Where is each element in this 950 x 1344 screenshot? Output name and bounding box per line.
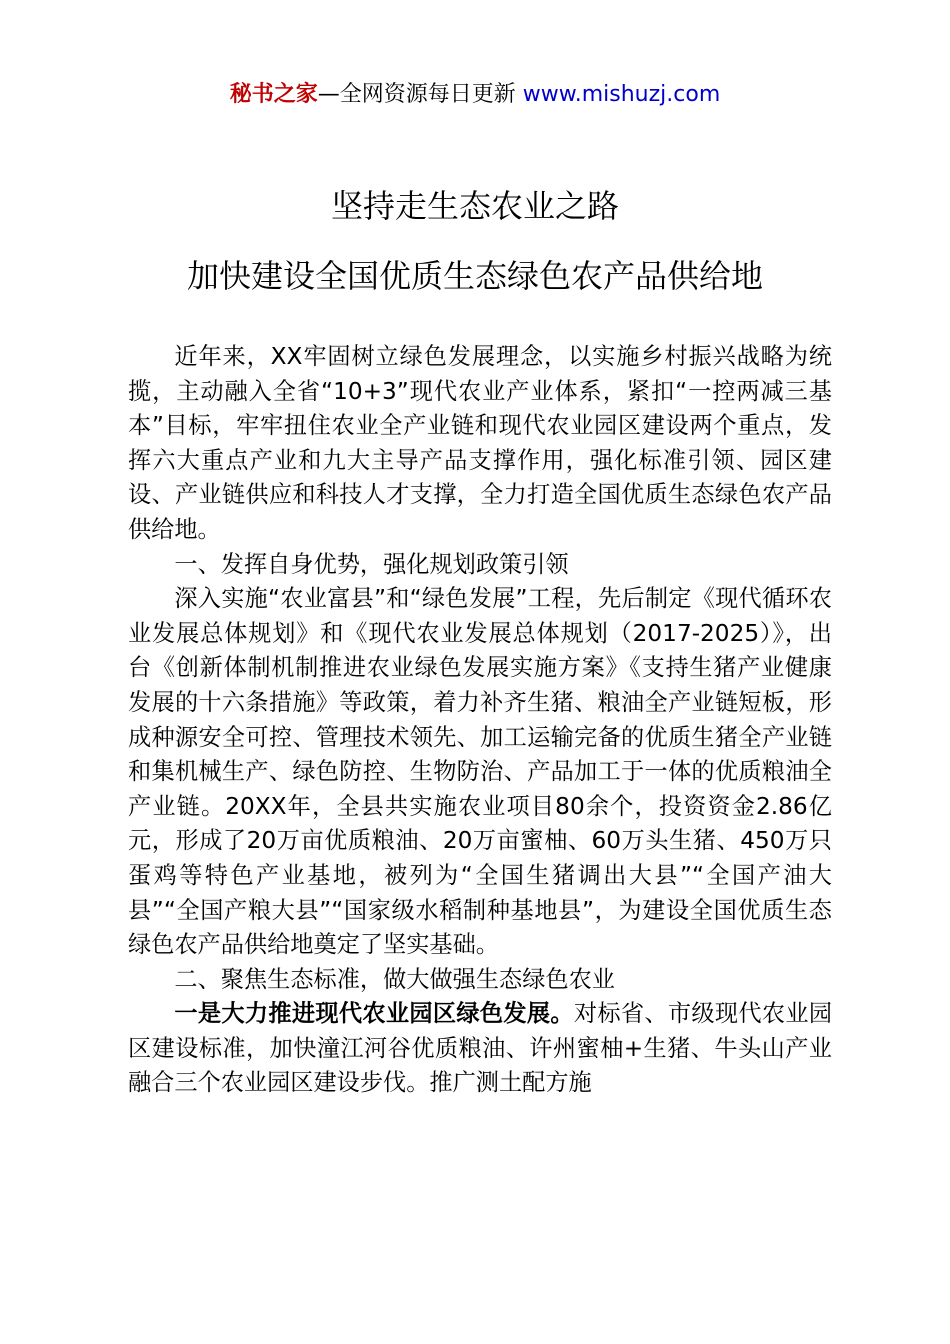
site-url-link[interactable]: www.mishuzj.com xyxy=(522,82,721,107)
section-2-lead: 一是大力推进现代农业园区绿色发展。 xyxy=(174,1000,574,1028)
header-tagline: —全网资源每日更新 xyxy=(317,82,523,107)
section-2-text: 对标省、市级现代农业园区建设标准，加快潼江河谷优质粮油、许州蜜柚+生猪、牛头山产业融合三个农业园区建设步伐。推广测土配方施 xyxy=(128,1000,833,1097)
brand-name: 秘书之家 xyxy=(229,82,318,107)
document-title-line-2: 加快建设全国优质生态绿色农产品供给地 xyxy=(186,257,763,295)
document-title-line-1: 坚持走生态农业之路 xyxy=(330,187,619,225)
section-2-paragraph xyxy=(128,997,832,1101)
section-1-paragraph: 深入实施“农业富县”和“绿色发展”工程，先后制定《现代循环农业发展总体规划》和《现代农业发展总体规划（2017-2025）》，出台《创新体制机制推进农业绿色发展实施方案》《支持生猪产业健康发展的十六条措施》等政策，着力补齐生猪、粮油全产业链短板，形成种源安全可控、管理技术领先、加工运输完备的优质生猪全产业链和集机械生产、绿色防控、生物防治、产品加工于一体的优质粮油全产业链。20XX年，全县共实施农业项目80余个，投资资金2.86亿元，形成了20万亩优质粮油、20万亩蜜柚、60万头生猪、450万只蛋鸡等特色产业基地，被列为“全国生猪调出大县”“全国产油大县”“全国产粮大县”“国家级水稻制种基地县”，为建设全国优质生态绿色农产品供给地奠定了坚实基础。 xyxy=(128,585,832,959)
section-heading-1: 一、发挥自身优势，强化规划政策引领 xyxy=(174,550,569,578)
document-body xyxy=(128,340,832,1101)
intro-paragraph: 近年来，XX牢固树立绿色发展理念，以实施乡村振兴战略为统揽，主动融入全省“10+3”现代农业产业体系，紧扣“一控两减三基本”目标，牢牢扭住农业全产业链和现代农业园区建设两个重点，发挥六大重点产业和九大主导产品支撑作用，强化标准引领、园区建设、产业链供应和科技人才支撑，全力打造全国优质生态绿色农产品供给地。 xyxy=(128,343,832,543)
site-header xyxy=(0,80,950,110)
section-heading-2: 二、聚焦生态标准，做大做强生态绿色农业 xyxy=(174,965,615,993)
